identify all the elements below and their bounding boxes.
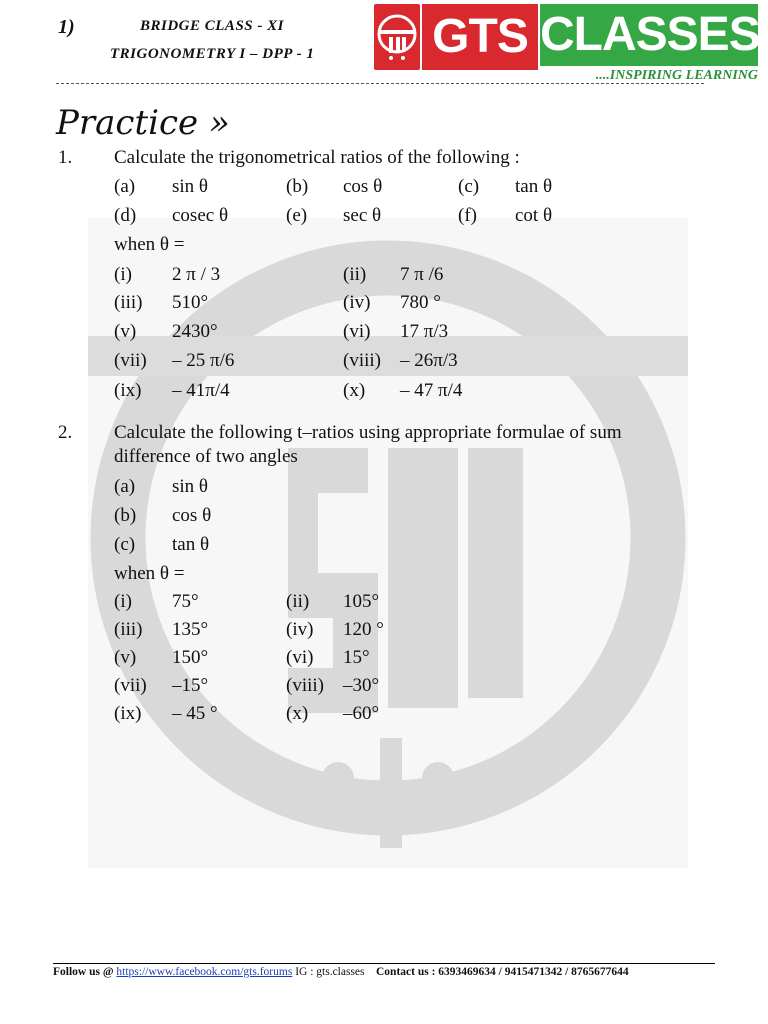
q1-value-label: (ii) <box>343 264 367 285</box>
q1-value-label: (i) <box>114 264 132 285</box>
q1-option-value: sec θ <box>343 205 382 226</box>
q1-value: 510° <box>172 292 209 313</box>
q2-text-continued: difference of two angles <box>114 446 298 467</box>
q1-when: when θ = <box>114 234 185 255</box>
q1-option-label: (b) <box>286 176 309 197</box>
footer <box>53 966 629 978</box>
q2-value-label: (ii) <box>286 591 310 612</box>
q1-option-value: cot θ <box>515 205 553 226</box>
q1-value-label: (v) <box>114 321 137 342</box>
q1-option-label: (c) <box>458 176 480 197</box>
footer-contact: Contact us : 6393469634 / 9415471342 / 8765677644 <box>376 966 629 978</box>
q2-value: 105° <box>343 591 380 612</box>
logo-text-classes: CLASSES <box>540 4 758 66</box>
q2-option-label: (a) <box>114 476 136 497</box>
q1-value: 780 ° <box>400 292 441 313</box>
q1-value: 2430° <box>172 321 218 342</box>
q2-value-label: (v) <box>114 647 137 668</box>
q2-value: 120 ° <box>343 619 384 640</box>
q2-value-label: (i) <box>114 591 132 612</box>
q2-value: –30° <box>343 675 380 696</box>
q2-when: when θ = <box>114 563 185 584</box>
q2-number: 2. <box>58 422 73 443</box>
q1-option-label: (d) <box>114 205 137 226</box>
q1-value: – 25 π/6 <box>172 350 235 371</box>
q2-text: Calculate the following t–ratios using appropriate formulae of sum <box>114 422 622 443</box>
q1-value-label: (x) <box>343 380 366 401</box>
q1-value-label: (vii) <box>114 350 147 371</box>
q2-value-label: (vi) <box>286 647 314 668</box>
q1-option-label: (e) <box>286 205 308 226</box>
page-title: Practice » <box>56 103 230 143</box>
q2-option-label: (b) <box>114 505 137 526</box>
q2-value: –60° <box>343 703 380 724</box>
q1-option-value: cos θ <box>343 176 383 197</box>
q1-option-value: cosec θ <box>172 205 229 226</box>
q1-option-label: (f) <box>458 205 477 226</box>
page-number: 1) <box>58 16 75 38</box>
q2-value-label: (vii) <box>114 675 147 696</box>
logo-text-gts: GTS <box>422 4 538 70</box>
gts-emblem-icon <box>374 4 420 70</box>
q1-value: – 26π/3 <box>400 350 458 371</box>
q1-text: Calculate the trigonometrical ratios of the following : <box>114 147 520 168</box>
q2-value-label: (iv) <box>286 619 314 640</box>
q2-option-value: sin θ <box>172 476 209 497</box>
q2-value-label: (x) <box>286 703 309 724</box>
q1-value: 17 π/3 <box>400 321 449 342</box>
q1-value: – 41π/4 <box>172 380 230 401</box>
q2-option-label: (c) <box>114 534 136 555</box>
logo-emblem <box>374 4 420 70</box>
logo-tagline: ....INSPIRING LEARNING <box>595 68 758 83</box>
header-class: BRIDGE CLASS - XI <box>140 18 284 34</box>
q1-number: 1. <box>58 147 73 168</box>
q1-option-value: sin θ <box>172 176 209 197</box>
q2-value: 75° <box>172 591 199 612</box>
q2-value-label: (ix) <box>114 703 142 724</box>
q1-value-label: (vi) <box>343 321 371 342</box>
q2-value: – 45 ° <box>172 703 218 724</box>
footer-follow-label: Follow us @ <box>53 966 114 978</box>
q1-value: 2 π / 3 <box>172 264 221 285</box>
q2-value: 150° <box>172 647 209 668</box>
q1-value: 7 π /6 <box>400 264 444 285</box>
q1-value-label: (ix) <box>114 380 142 401</box>
q2-value: 15° <box>343 647 370 668</box>
q2-option-value: tan θ <box>172 534 210 555</box>
q2-option-value: cos θ <box>172 505 212 526</box>
q2-value-label: (viii) <box>286 675 324 696</box>
q1-value-label: (iv) <box>343 292 371 313</box>
facebook-link[interactable]: https://www.facebook.com/gts.forums <box>116 966 293 978</box>
q1-option-value: tan θ <box>515 176 553 197</box>
footer-instagram: IG : gts.classes <box>295 966 365 978</box>
header-topic: TRIGONOMETRY I – DPP - 1 <box>110 46 315 62</box>
q1-option-label: (a) <box>114 176 136 197</box>
q2-value: –15° <box>172 675 209 696</box>
q2-value-label: (iii) <box>114 619 143 640</box>
q1-value-label: (iii) <box>114 292 143 313</box>
q1-value-label: (viii) <box>343 350 381 371</box>
q2-value: 135° <box>172 619 209 640</box>
footer-divider <box>53 963 715 964</box>
q1-value: – 47 π/4 <box>400 380 463 401</box>
